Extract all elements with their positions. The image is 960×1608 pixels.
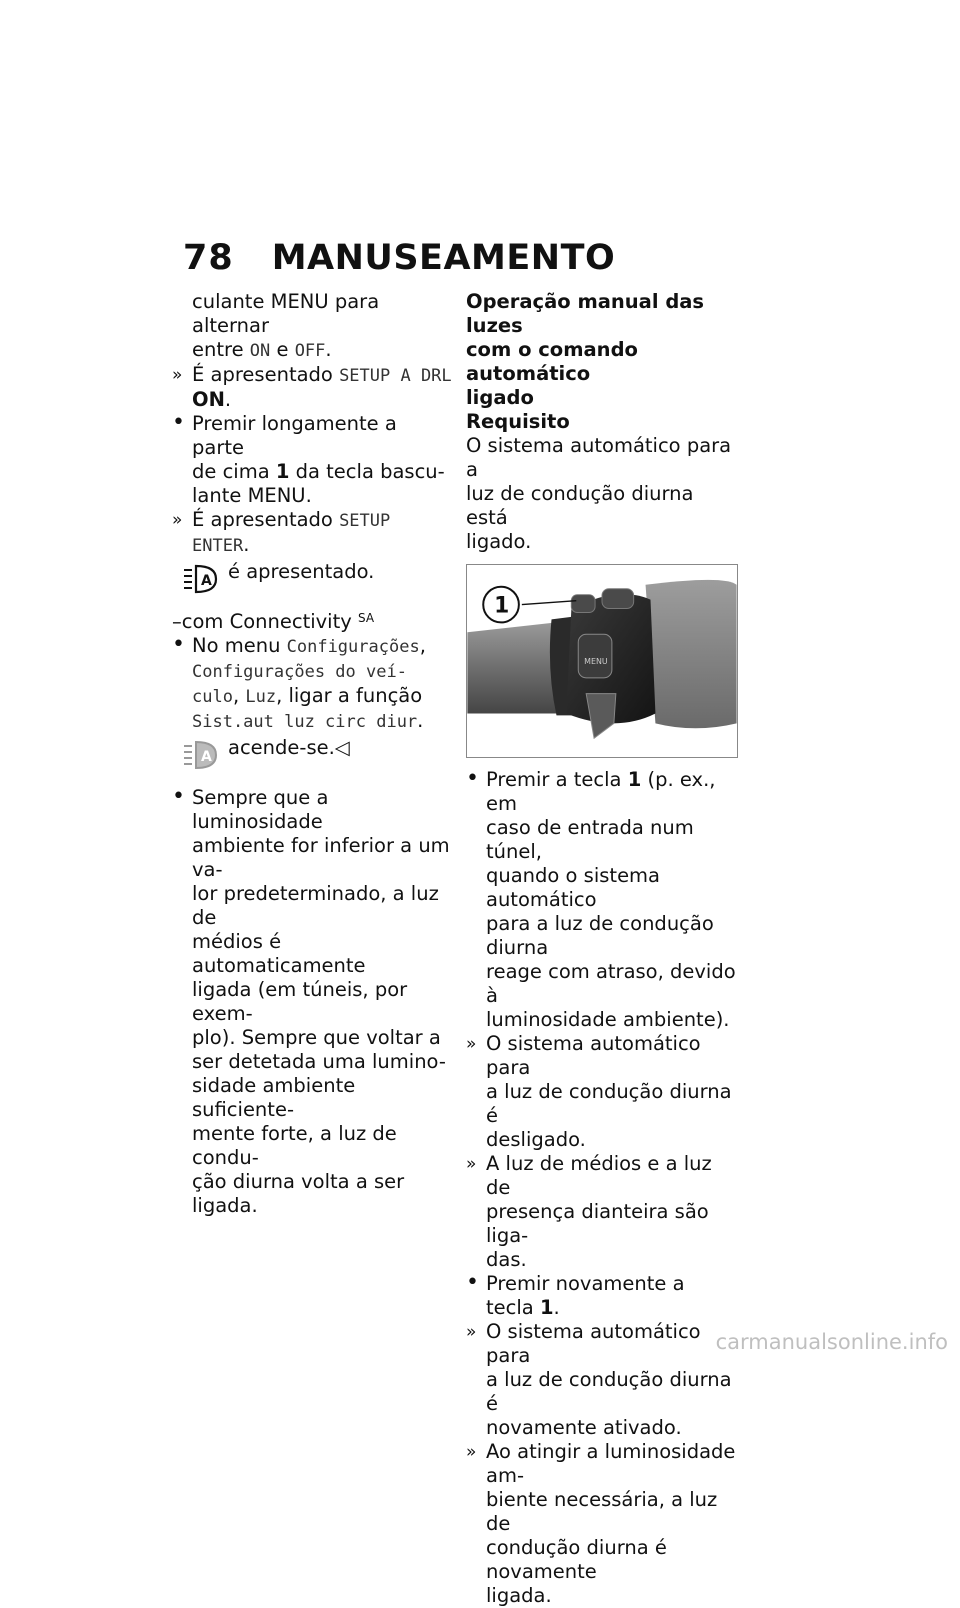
right-column <box>466 290 738 1608</box>
photo-callout-label: 1 <box>494 593 510 619</box>
svg-text:A: A <box>201 573 212 589</box>
result-marker: » <box>466 1154 477 1174</box>
auto-daytime-light-icon <box>182 562 220 598</box>
bullet-item: • Premir novamente a tecla 1. <box>466 1270 685 1319</box>
bullet-marker: • <box>172 632 185 657</box>
bullet-marker: • <box>172 410 185 435</box>
text-line: entre ON e OFF. <box>192 338 332 361</box>
result-marker: » <box>466 1322 477 1342</box>
requirement-heading: Requisito <box>466 410 570 433</box>
text-line: culante MENU para alternar <box>192 290 380 337</box>
result-item: » É apresentado SETUP ENTER. <box>172 508 391 556</box>
watermark: carmanualsonline.info <box>715 1330 948 1354</box>
bullet-marker: • <box>172 784 185 809</box>
icon-line <box>182 560 452 598</box>
bullet-item: • Premir a tecla 1 (p. ex., em caso de entrada num túnel, quando o sistema automático para a luz de condução diurna reage com atraso, devido à luminosidade ambiente). <box>466 766 736 1031</box>
auto-daytime-light-indicator-icon <box>182 738 220 774</box>
result-marker: » <box>172 365 183 385</box>
icon-caption: é apresentado. <box>228 560 375 583</box>
requirement-text: O sistema automático para a luz de condução diurna está ligado. <box>466 434 732 553</box>
result-item: » O sistema automático para a luz de condução diurna é novamente ativado. <box>466 1320 732 1439</box>
page-number: 78 <box>183 238 234 278</box>
bullet-item: • Premir longamente a parte de cima 1 da tecla bascu- lante MENU. <box>172 410 445 507</box>
bullet-item: • Sempre que a luminosidade ambiente for inferior a um va- lor predeterminado, a luz de médios é automaticamente ligada (em túneis, por exem- plo). Sempre que voltar a ser detetada uma lumino- sidade ambiente suficiente- mente forte, a luz de condu- ção diurna volta a ser ligada. <box>172 784 450 1217</box>
result-item: » É apresentado SETUP A DRL ON. <box>172 363 452 411</box>
condition-line: –com Connectivity $^{SA}$ <box>172 610 375 633</box>
result-marker: » <box>466 1442 477 1462</box>
icon-line <box>182 736 452 774</box>
bullet-marker: • <box>466 766 479 791</box>
result-item: » O sistema automático para a luz de condução diurna é desligado. <box>466 1032 732 1151</box>
bullet-marker: • <box>466 1270 479 1295</box>
menu-button-label: MENU <box>584 656 608 666</box>
page-header <box>183 238 615 288</box>
result-marker: » <box>466 1034 477 1054</box>
bullet-item: • No menu Configurações, Configurações do veí- culo, Luz, ligar a função Sist.aut luz circ diur. <box>172 632 426 732</box>
icon-caption: acende-se.◁ <box>228 736 350 759</box>
subsection-heading: Operação manual das luzes com o comando automático ligado <box>466 290 705 409</box>
result-item: » A luz de médios e a luz de presença dianteira são liga- das. <box>466 1152 712 1271</box>
svg-text:A: A <box>201 749 212 765</box>
left-column <box>172 290 452 1218</box>
section-title: MANUSEAMENTO <box>271 238 616 278</box>
result-item: » Ao atingir a luminosidade am- biente necessária, a luz de condução diurna é novamente ligada. <box>466 1440 736 1607</box>
result-marker: » <box>172 510 183 530</box>
handlebar-switch-photo <box>466 564 738 758</box>
